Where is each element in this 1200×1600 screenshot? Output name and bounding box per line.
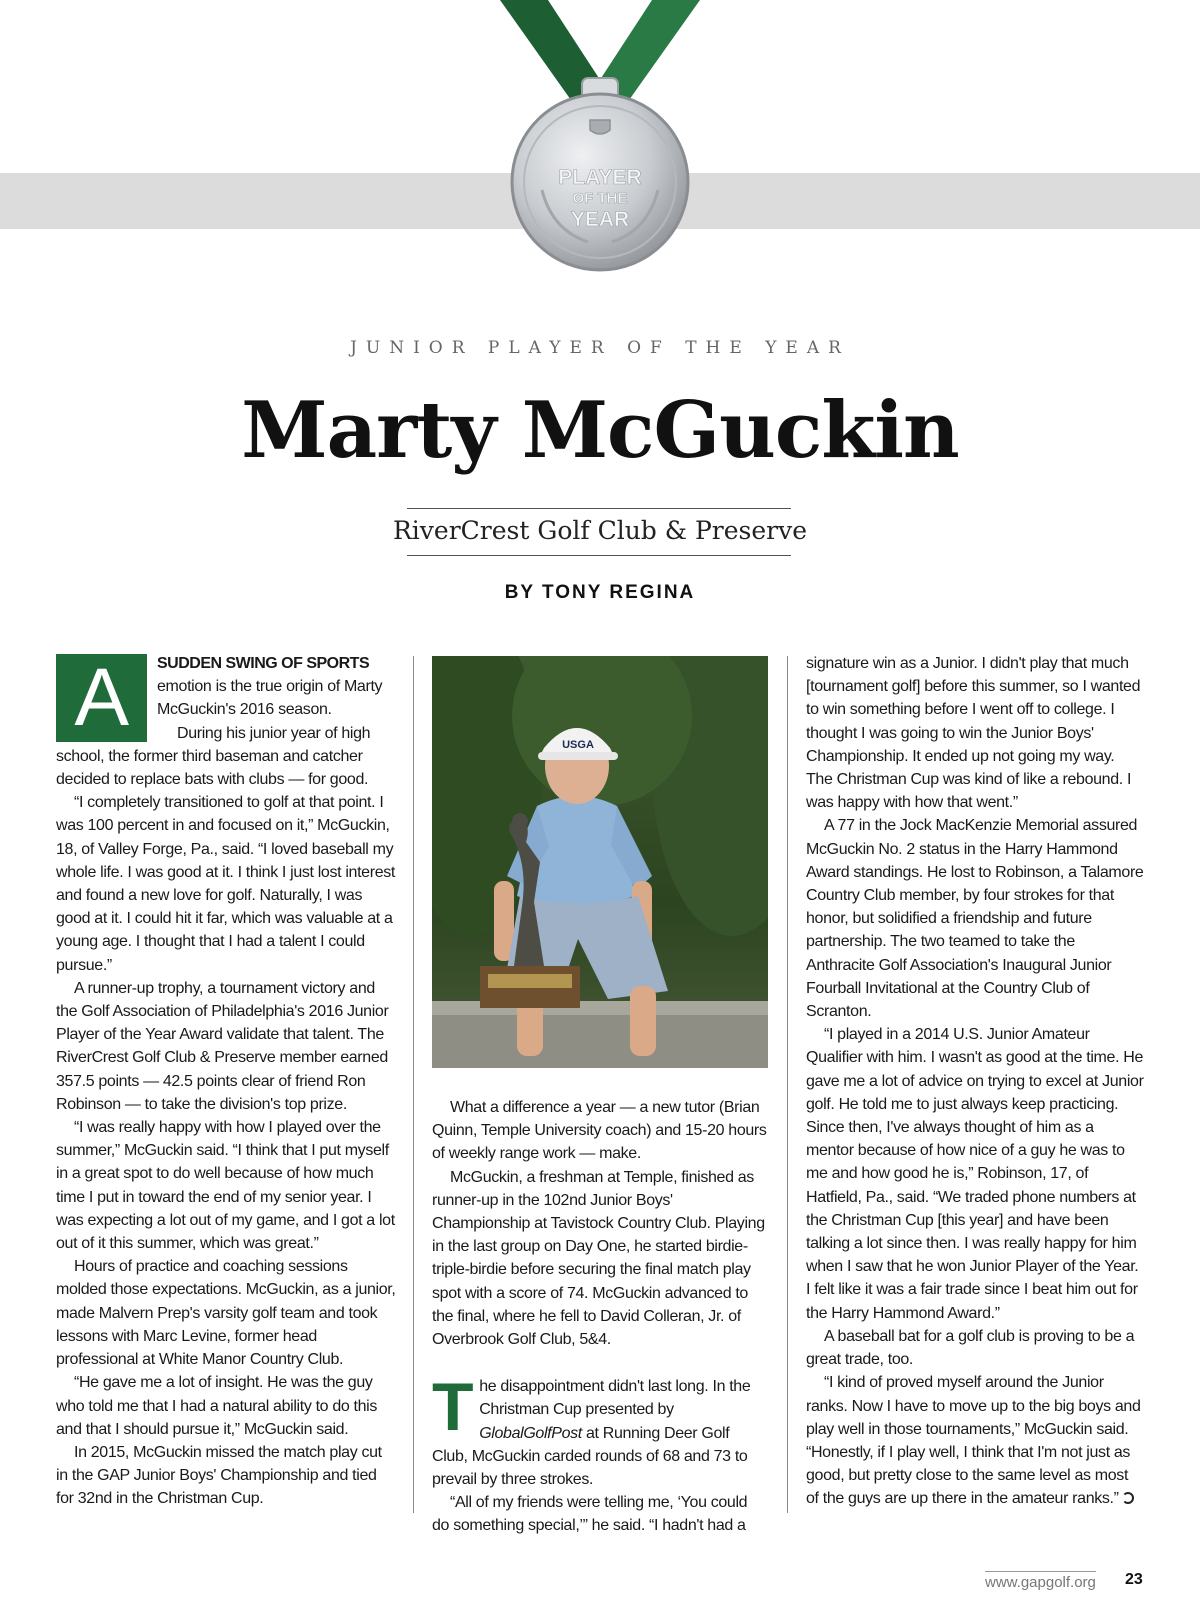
lead-in: SUDDEN SWING OF SPORTS — [157, 655, 370, 672]
paragraph: A runner-up trophy, a tournament victory and the Golf Association of Philadelphia's 2016 Junior Player of the Year Award validate that talent. The RiverCrest Golf Club & Preserve member earned 357.5 points — 42.5 points clear of friend Ron Robinson — to take the division's top prize. — [56, 979, 389, 1113]
article-column-1 — [56, 652, 396, 1511]
end-mark-icon — [1122, 1492, 1134, 1504]
paragraph: In 2015, McGuckin missed the match play cut in the GAP Junior Boys' Championship and tied for 32nd in the Christman Cup. — [56, 1443, 382, 1508]
paragraph: During his junior year of high school, the former third baseman and catcher decided to replace bats with clubs — for good. — [56, 724, 371, 789]
paragraph: signature win as a Junior. I didn't play that much [tournament golf] before this summer, so I wanted to win something before I went off to college. I thought I was going to win the Junior Boys' Championship. It ended up not going my way. The Christman Cup was kind of like a rebound. I was happy with how that went.” — [806, 655, 1141, 812]
medal-text-line2: OF THE — [572, 190, 628, 207]
article-column-3 — [806, 652, 1144, 1511]
paragraph: A baseball bat for a golf club is proving to be a great trade, too. — [806, 1327, 1135, 1369]
medal-text-line3: YEAR — [570, 208, 630, 231]
paragraph: Hours of practice and coaching sessions molded those expectations. McGuckin, as a junior, made Malvern Prep's varsity golf team and took lessons with Marc Levine, former head professional at White Manor Country Club. — [56, 1258, 396, 1369]
drop-cap: A — [56, 654, 147, 742]
column-divider — [413, 656, 414, 1513]
paragraph — [806, 1371, 1144, 1510]
paragraph-text: he disappointment didn't last long. In the Christman Cup presented by — [479, 1378, 751, 1419]
article-title: Marty McGuckin — [241, 385, 959, 476]
cap-logo-text: USGA — [562, 739, 594, 751]
medal-text-line1: PLAYER — [558, 166, 642, 189]
divider-rule — [407, 508, 791, 509]
divider-rule — [407, 555, 791, 556]
paragraph: “All of my friends were telling me, ‘You could do something special,’” he said. “I hadn't had a — [432, 1494, 748, 1535]
club-subtitle: RiverCrest Golf Club & Preserve — [392, 516, 808, 545]
paragraph: A 77 in the Jock MacKenzie Memorial assured McGuckin No. 2 status in the Harry Hammond Award standings. He lost to Robinson, a Talamore Country Club member, by four strokes for that honor, but solidified a friendship and future partnership. The two teamed to take the Anthracite Golf Association's Inaugural Junior Fourball Invitational at the Country Club of Scranton. — [806, 817, 1144, 1021]
paragraph: “I completely transitioned to golf at that point. I was 100 percent in and focused on it,” McGuckin, 18, of Valley Forge, Pa., said. “I loved baseball my whole life. I was good at it. I think I just lost interest and found a new love for golf. Naturally, I was good at it. I could hit it far, which was valuable at a young age. I thought that I had a talent I could pursue.” — [56, 794, 395, 974]
paragraph: “I was really happy with how I played over the summer,” McGuckin said. “I think that I put myself in a great spot to do well because of how much time I put in toward the end of my senior year. I was expecting a lot out of my game, and I got a lot out of it this summer, which was great.” — [56, 1119, 395, 1253]
player-of-the-year-medal-icon — [470, 0, 730, 300]
paragraph: McGuckin, a freshman at Temple, finished as runner-up in the 102nd Junior Boys' Championship at Tavistock Country Club. Playing in the last group on Day One, he started birdie-triple-birdie before securing the final match play spot with a score of 74. McGuckin advanced to the final, where he fell to David Colleran, Jr. of Overbrook Golf Club, 5&4. — [432, 1168, 765, 1349]
drop-cap: T — [432, 1369, 474, 1446]
player-photo — [432, 656, 768, 1068]
paragraph-text: “I kind of proved myself around the Junior ranks. Now I have to move up to the big boys and play well in those tournaments,” McGuckin said. “Honestly, if I play well, I think that I'm not just as good, but pretty close to the same level as most of the guys are up there in the amateur ranks.” — [806, 1374, 1141, 1508]
publication-name: GlobalGolfPost — [479, 1424, 582, 1442]
paragraph: What a difference a year — a new tutor (Brian Quinn, Temple University coach) and 15-20 hours of weekly range work — make. — [432, 1099, 767, 1163]
section-kicker: JUNIOR PLAYER OF THE YEAR — [350, 338, 850, 358]
page-number: 23 — [1125, 1571, 1143, 1588]
byline: BY TONY REGINA — [504, 582, 696, 603]
paragraph-text: at Running Deer Golf Club, McGuckin carded rounds of 68 and 73 to prevail by three strokes. — [432, 1424, 748, 1489]
paragraph: “He gave me a lot of insight. He was the guy who told me that I had a natural ability to do this and that I should pursue it,” McGuckin said. — [56, 1374, 378, 1438]
spacer — [432, 1351, 768, 1375]
paragraph — [432, 1369, 768, 1491]
paragraph-text: emotion is the true origin of Marty McGuckin's 2016 season. — [157, 678, 383, 719]
paragraph: “I played in a 2014 U.S. Junior Amateur Qualifier with him. I wasn't as good at the time. He gave me a lot of advice on trying to excel at Junior golf. He told me to just always keep practicing. Since then, I've always thought of him as a mentor because of how nice of a guy he was to me and how good he is,” Robinson, 17, of Hatfield, Pa., said. “We traded phone numbers at the Christman Cup [this year] and have been talking a lot since then. I was really happy for him when I saw that he won Junior Player of the Year. I felt like it was a fair trade since I beat him out for the Harry Hammond Award.” — [806, 1026, 1144, 1322]
column-divider — [787, 656, 788, 1513]
footer-website-link[interactable]: www.gapgolf.org — [985, 1571, 1096, 1591]
article-column-2 — [432, 1096, 768, 1538]
